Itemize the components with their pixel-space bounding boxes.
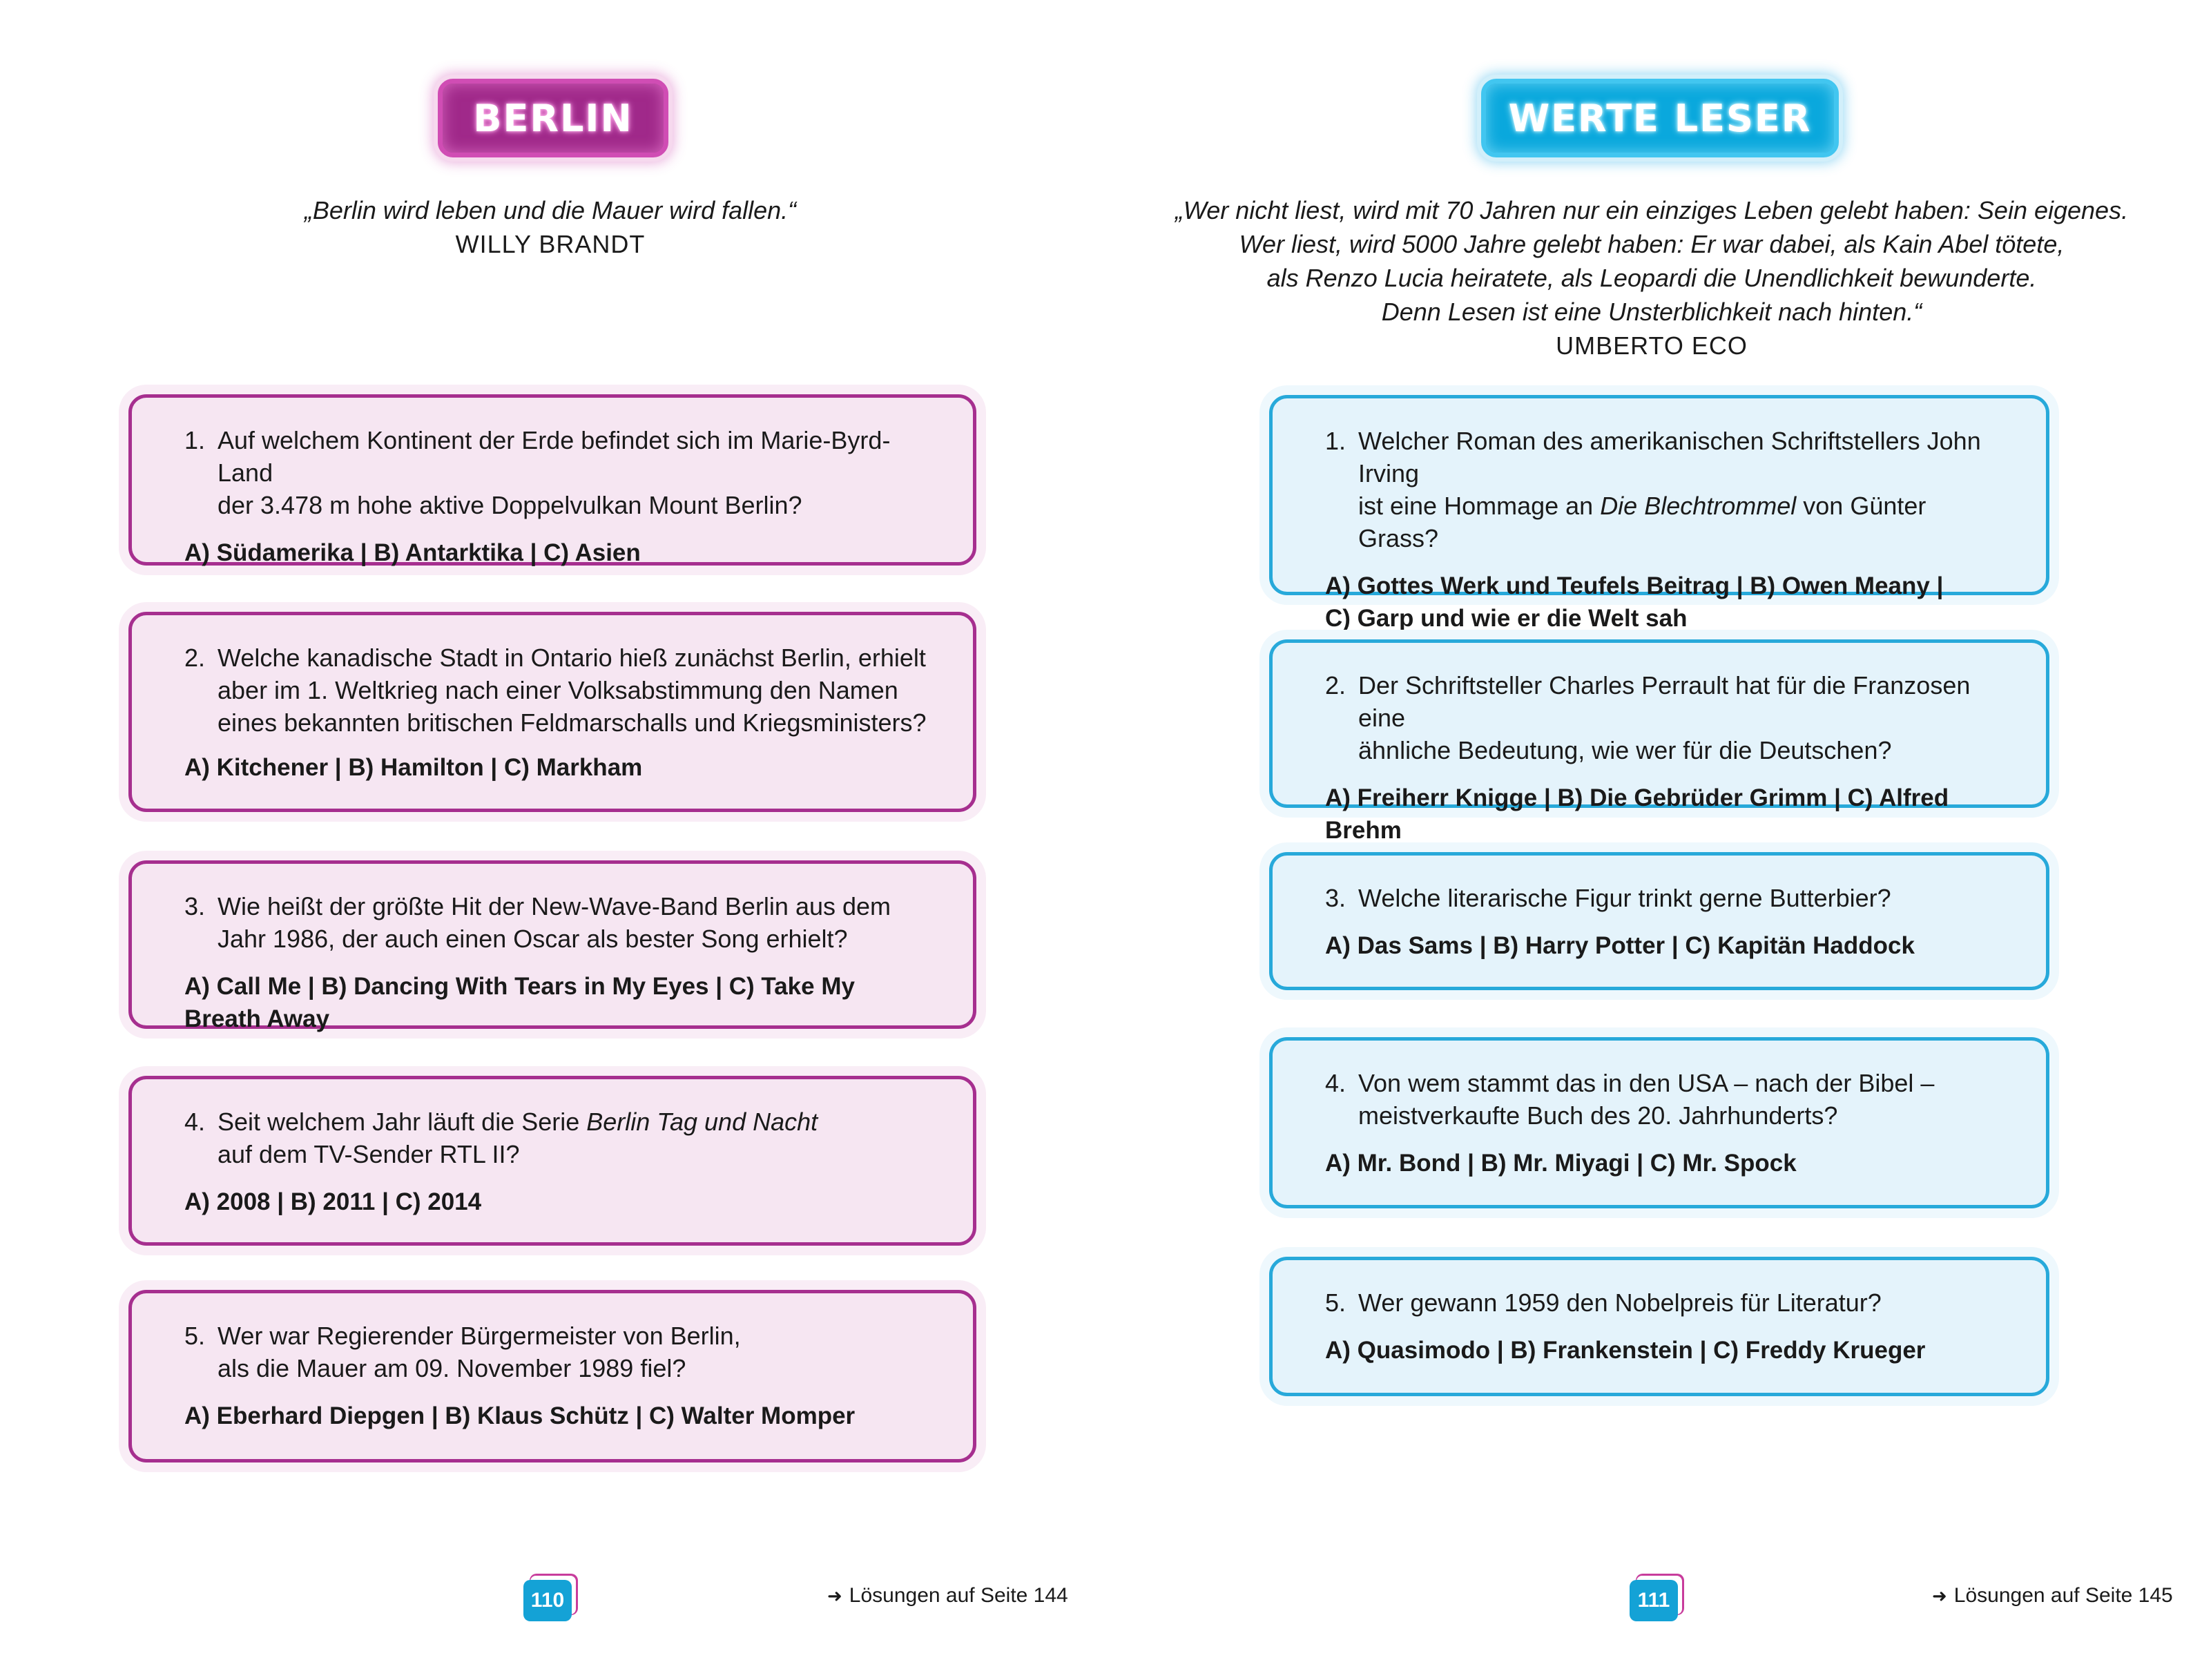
question-card-1 bbox=[128, 394, 976, 566]
quote-line: Wer liest, wird 5000 Jahre gelebt haben: Er war dabei, als Kain Abel tötete, bbox=[1239, 230, 2065, 258]
question-text: 4. Seit welchem Jahr läuft die Serie Berlin Tag und Nacht auf dem TV-Sender RTL II? bbox=[184, 1108, 818, 1168]
question-card-2 bbox=[128, 612, 976, 812]
quote-author: WILLY BRANDT bbox=[455, 230, 646, 258]
question-text: 5. Wer war Regierender Bürgermeister von Berlin, als die Mauer am 09. November 1989 fiel? bbox=[184, 1322, 741, 1382]
quote-text: „Berlin wird leben und die Mauer wird fallen.“ bbox=[304, 196, 797, 224]
answer-options: A) Südamerika | B) Antarktika | C) Asien bbox=[184, 539, 641, 566]
answer-options: A) Mr. Bond | B) Mr. Miyagi | C) Mr. Spock bbox=[1325, 1150, 1797, 1177]
question-card-2 bbox=[1269, 639, 2049, 844]
answer-options: A) Kitchener | B) Hamilton | C) Markham bbox=[184, 754, 643, 781]
question-card-3 bbox=[1269, 852, 2049, 990]
answer-options: A) 2008 | B) 2011 | C) 2014 bbox=[184, 1188, 482, 1215]
answer-options: A) Quasimodo | B) Frankenstein | C) Freddy Krueger bbox=[1325, 1337, 1926, 1364]
quote-line: als Renzo Lucia heiratete, als Leopardi die Unendlichkeit bewunderte. bbox=[1266, 264, 2037, 292]
question-text: 3. Wie heißt der größte Hit der New-Wave-Band Berlin aus dem Jahr 1986, der auch einen Oscar als bester Song erhielt? bbox=[184, 892, 891, 953]
question-text: 2. Der Schriftsteller Charles Perrault hat für die Franzosen eine ähnliche Bedeutung, wie wer für die Deutschen? bbox=[1325, 671, 1971, 764]
section-title-berlin: BERLIN bbox=[438, 79, 668, 157]
question-card-3 bbox=[128, 860, 976, 1032]
solutions-link[interactable] bbox=[1932, 1584, 2173, 1607]
question-text: 1. Welcher Roman des amerikanischen Schriftstellers John Irving ist eine Hommage an Die Blechtrommel von Günter Grass? bbox=[1325, 427, 1981, 552]
quote-line: Denn Lesen ist eine Unsterblichkeit nach hinten.“ bbox=[1381, 298, 1922, 326]
quote-block bbox=[1101, 193, 2202, 363]
solutions-text: Lösungen auf Seite 145 bbox=[1953, 1584, 2173, 1607]
question-card-1 bbox=[1269, 395, 2049, 632]
answer-options: A) Gottes Werk und Teufels Beitrag | B) Owen Meany | C) Garp und wie er die Welt sah bbox=[1325, 572, 1944, 632]
question-text: 5. Wer gewann 1959 den Nobelpreis für Literatur? bbox=[1325, 1288, 1882, 1317]
page-number: 110 bbox=[523, 1580, 572, 1621]
answer-options: A) Call Me | B) Dancing With Tears in My Eyes | C) Take My Breath Away bbox=[184, 973, 855, 1032]
quote-line: „Wer nicht liest, wird mit 70 Jahren nur ein einziges Leben gelebt haben: Sein eigenes. bbox=[1175, 196, 2129, 224]
question-text: 2. Welche kanadische Stadt in Ontario hieß zunächst Berlin, erhielt aber im 1. Weltkrieg nach einer Volksabstimmung den Namen eines bekannten britischen Feldmarschalls und Kriegsministers? bbox=[184, 644, 927, 737]
question-card-5 bbox=[128, 1290, 976, 1462]
quote-author: UMBERTO ECO bbox=[1556, 331, 1748, 360]
solutions-link[interactable] bbox=[827, 1584, 1068, 1607]
solutions-text: Lösungen auf Seite 144 bbox=[849, 1584, 1068, 1607]
question-text: 1. Auf welchem Kontinent der Erde befindet sich im Marie-Byrd-Land der 3.478 m hohe aktive Doppelvulkan Mount Berlin? bbox=[184, 426, 891, 519]
right-arrow-icon: ➜ bbox=[1932, 1585, 1947, 1606]
answer-options: A) Eberhard Diepgen | B) Klaus Schütz | C) Walter Momper bbox=[184, 1402, 856, 1429]
right-page bbox=[1101, 0, 2202, 1680]
page-number: 111 bbox=[1630, 1580, 1678, 1621]
question-card-4 bbox=[128, 1076, 976, 1246]
answer-options: A) Das Sams | B) Harry Potter | C) Kapitän Haddock bbox=[1325, 932, 1915, 959]
question-card-4 bbox=[1269, 1037, 2049, 1208]
question-text: 4. Von wem stammt das in den USA – nach der Bibel – meistverkaufte Buch des 20. Jahrhunderts? bbox=[1325, 1069, 1935, 1130]
question-text: 3. Welche literarische Figur trinkt gerne Butterbier? bbox=[1325, 884, 1891, 912]
question-card-5 bbox=[1269, 1257, 2049, 1396]
quote-block bbox=[0, 193, 1101, 261]
right-arrow-icon: ➜ bbox=[827, 1585, 842, 1606]
answer-options: A) Freiherr Knigge | B) Die Gebrüder Grimm | C) Alfred Brehm bbox=[1325, 784, 1949, 844]
section-title-werte-leser: WERTE LESER bbox=[1481, 79, 1839, 157]
